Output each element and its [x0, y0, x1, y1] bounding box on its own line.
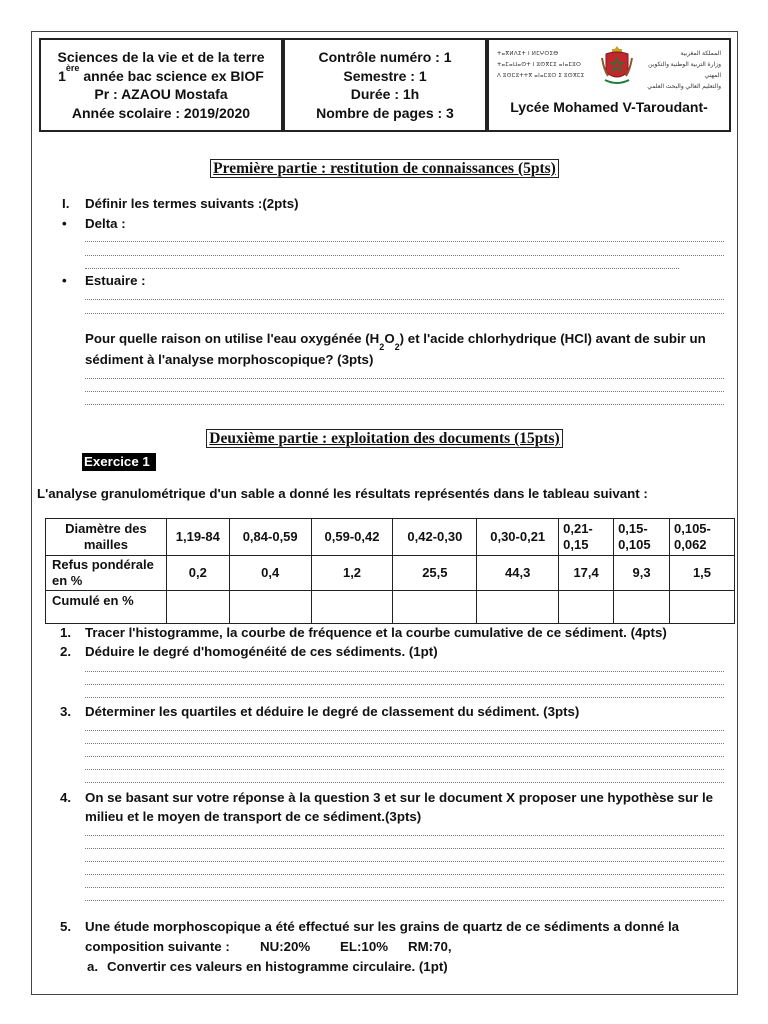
table-row [46, 591, 735, 624]
composition-nu: NU:20% [260, 939, 311, 954]
part1-title: Première partie : restitution de connaissances (5pts) [32, 160, 737, 178]
page-count: Nombre de pages : 3 [316, 104, 454, 121]
header-course-info [39, 38, 283, 132]
answer-line [85, 730, 724, 731]
bullet-icon: • [62, 273, 67, 288]
question-text-line1: On se basant sur votre réponse à la question 3 et sur le document X proposer une hypothèse sur le [85, 790, 714, 805]
teacher-name: Pr : AZAOU Mostafa [94, 86, 228, 102]
subquestion-letter: a. [87, 959, 99, 974]
answer-line [85, 887, 724, 888]
answer-line [85, 756, 724, 757]
answer-line [85, 404, 724, 405]
exercise-label: Exercice 1 [82, 453, 156, 471]
table-cell: 0,42-0,30 [393, 519, 477, 556]
question-text: Tracer l'histogramme, la courbe de fréquence et la courbe cumulative de ce sédiment. (4pts) [85, 625, 667, 640]
table-cell-empty [393, 591, 477, 624]
question-text: Déduire le degré d'homogénéité de ces sédiments. (1pt) [85, 644, 438, 659]
question-reagents-line1: Pour quelle raison on utilise l'eau oxygénée $(H_2O_2)$ et l'acide chlorhydrique (HCl) avant de subir un [85, 331, 706, 352]
table-cell: 17,4 [559, 556, 614, 591]
answer-line [85, 299, 724, 300]
exam-number: Contrôle numéro : 1 [318, 49, 452, 65]
ministry-logo [497, 46, 721, 92]
answer-line [85, 900, 724, 901]
table-cell: 0,21-0,15 [559, 519, 614, 556]
duration: Durée : 1h [350, 86, 420, 102]
term-delta: Delta : [85, 216, 126, 231]
answer-line [85, 313, 724, 314]
table-cell: 0,105-0,062 [670, 519, 735, 556]
table-cell-empty [166, 591, 229, 624]
question-reagents-line2: sédiment à l'analyse morphoscopique? (3pts) [85, 352, 374, 367]
exercise-intro: L'analyse granulométrique d'un sable a donné les résultats représentés dans le tableau suivant : [37, 486, 648, 501]
question-text-line2: milieu et le moyen de transport de ce sédiment.(3pts) [85, 809, 422, 824]
answer-line [85, 255, 724, 256]
question-I-text: Définir les termes suivants :(2pts) [85, 196, 299, 211]
course-level: 1ère année bac science ex BIOF [58, 62, 264, 84]
table-cell: 44,3 [477, 556, 559, 591]
question-number: 4. [60, 790, 72, 805]
answer-line [85, 861, 724, 862]
table-cell: 1,19-84 [166, 519, 229, 556]
answer-line [85, 874, 724, 875]
question-text-line1: Une étude morphoscopique a été effectué sur les grains de quartz de ce sédiments a donné la [85, 919, 680, 934]
answer-line [85, 268, 679, 269]
table-cell-empty [670, 591, 735, 624]
semester: Semestre : 1 [343, 67, 427, 84]
answer-line [85, 769, 724, 770]
answer-line [85, 782, 724, 783]
answer-line [85, 743, 724, 744]
table-cell-empty [614, 591, 670, 624]
arabic-text: المملكة المغربية وزارة التربية الوطنية والتكوين المهني والتعليم العالي والبحث العلمي [647, 51, 721, 90]
answer-line [85, 697, 724, 698]
table-cell-empty [477, 591, 559, 624]
question-number: 1. [60, 625, 72, 640]
answer-line [85, 684, 724, 685]
answer-line [85, 848, 724, 849]
table-cell-empty [311, 591, 393, 624]
table-cell-empty [559, 591, 614, 624]
table-cell: 0,84-0,59 [229, 519, 311, 556]
table-cell: 9,3 [614, 556, 670, 591]
table-row-label: Diamètre des mailles [46, 519, 167, 556]
table-cell: 0,30-0,21 [477, 519, 559, 556]
header-school-info [487, 38, 731, 132]
school-name: Lycée Mohamed V-Taroudant- [510, 98, 708, 115]
moroccan-emblem-icon [600, 44, 634, 88]
part2-title: Deuxième partie : exploitation des documents (15pts) [32, 430, 737, 448]
answer-line [85, 671, 724, 672]
table-row [46, 556, 735, 591]
answer-line [85, 835, 724, 836]
table-row [46, 519, 735, 556]
question-text-line2: composition suivante : NU:20% EL:10% RM:70, [85, 937, 685, 957]
composition-rm: RM:70, [408, 939, 452, 954]
table-row-label: Cumulé en % [46, 591, 167, 624]
answer-line [85, 378, 724, 379]
question-number: 2. [60, 644, 72, 659]
question-number: 3. [60, 704, 72, 719]
granulometry-table [45, 518, 735, 624]
table-cell-empty [229, 591, 311, 624]
subquestion-text: Convertir ces valeurs en histogramme circulaire. (1pt) [107, 959, 448, 974]
table-row-label: Refus pondérale en % [46, 556, 167, 591]
course-title: Sciences de la vie et de la terre [57, 49, 265, 65]
table-cell: 1,5 [670, 556, 735, 591]
school-year: Année scolaire : 2019/2020 [71, 104, 251, 121]
composition-el: EL:10% [340, 939, 389, 954]
tifinagh-text: ⵜⴰⴳⵍⴷⵉⵜ ⵏ ⵍⵎⵖⵔⵉⴱ ⵜⴰⵎⴰⵡⴰⵙⵜ ⵏ ⵓⵙⴳⵎⵉ ⴰⵏⴰⵎⵓⵔ ⴷ ⵓⵙⵎⵓⵜⵜⴳ ⴰⵏⴰⵎⵓⵔ ⵉ ⵓⵙⴳⵎⵉ [497, 51, 585, 79]
header-exam-info [283, 38, 487, 132]
table-cell: 0,15-0,105 [614, 519, 670, 556]
question-number: 5. [60, 919, 72, 934]
table-cell: 0,2 [166, 556, 229, 591]
question-text: Déterminer les quartiles et déduire le degré de classement du sédiment. (3pts) [85, 704, 580, 719]
table-cell: 25,5 [393, 556, 477, 591]
exam-page [31, 31, 738, 995]
answer-line [85, 241, 724, 242]
bullet-icon: • [62, 216, 67, 231]
table-cell: 1,2 [311, 556, 393, 591]
term-estuaire: Estuaire : [85, 273, 146, 288]
question-I-number: I. [62, 196, 70, 211]
table-cell: 0,59-0,42 [311, 519, 393, 556]
answer-line [85, 391, 724, 392]
table-cell: 0,4 [229, 556, 311, 591]
